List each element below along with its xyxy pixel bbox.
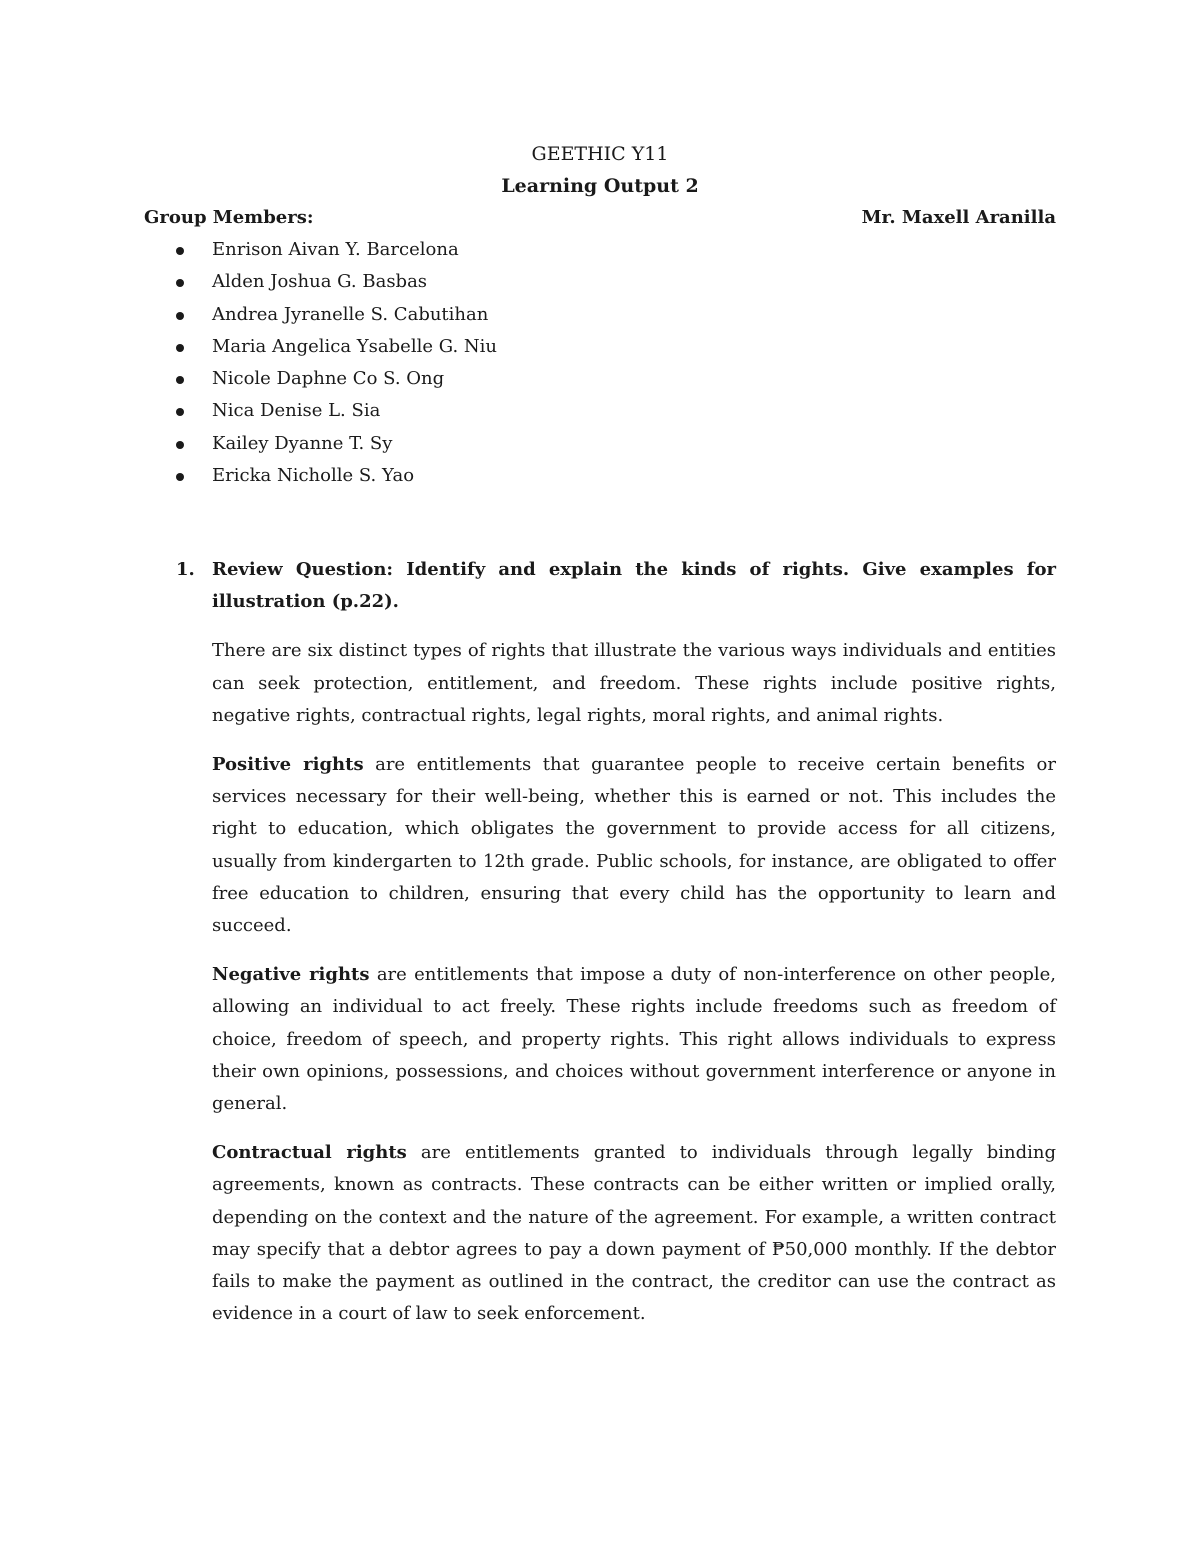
member-name: Ericka Nicholle S. Yao [212, 465, 415, 487]
members-label: Group Members: [144, 207, 314, 228]
bullet-icon [176, 344, 184, 352]
contractual-rights-term: Contractual rights [212, 1142, 407, 1164]
review-question [144, 554, 1056, 618]
contractual-rights-text: are entitlements granted to individuals through legally binding agreements, known as contracts. These contracts can be either written or implied orally, depending on the context and the nature of the agreement. For example, a written contract may specify that a debtor agrees to pay a down payment of ₱50,000 monthly. If the debtor fails to make the payment as outlined in the contract, the creditor can use the contract as evidence in a court of law to seek enforcement. [212, 1142, 1056, 1325]
list-item [176, 395, 1056, 427]
member-list [144, 234, 1056, 492]
member-name: Kailey Dyanne T. Sy [212, 432, 393, 454]
contractual-rights-paragraph [144, 1137, 1056, 1330]
member-name: Andrea Jyranelle S. Cabutihan [212, 303, 489, 325]
member-name: Maria Angelica Ysabelle G. Niu [212, 335, 497, 357]
bullet-icon [176, 279, 184, 287]
positive-rights-text: are entitlements that guarantee people to receive certain benefits or services necessary for their well-being, whether this is earned or not. This includes the right to education, which obligates the government to provide access for all citizens, usually from kindergarten to 12th grade. Public schools, for instance, are obligated to offer free education to children, ensuring that every child has the opportunity to learn and succeed. [212, 753, 1056, 936]
question-text: Review Question: Identify and explain the kinds of rights. Give examples for illustration (p.22). [212, 559, 1056, 613]
list-item [176, 428, 1056, 460]
members-header-row [144, 202, 1056, 234]
list-item [176, 363, 1056, 395]
negative-rights-paragraph [144, 959, 1056, 1120]
document-page [144, 138, 1056, 1330]
teacher-name: Mr. Maxell Aranilla [861, 207, 1056, 228]
list-item [176, 460, 1056, 492]
member-name: Nica Denise L. Sia [212, 400, 381, 422]
bullet-icon [176, 376, 184, 384]
document-title: Learning Output 2 [501, 175, 699, 197]
member-name: Alden Joshua G. Basbas [212, 271, 428, 293]
positive-rights-paragraph [144, 749, 1056, 942]
course-title: GEETHIC Y11 [531, 143, 669, 165]
list-item [176, 331, 1056, 363]
question-number: 1. [176, 559, 195, 581]
bullet-icon [176, 312, 184, 320]
bullet-icon [176, 473, 184, 481]
bullet-icon [176, 408, 184, 416]
list-item [176, 234, 1056, 266]
list-item [176, 299, 1056, 331]
member-name: Nicole Daphne Co S. Ong [212, 368, 445, 390]
negative-rights-text: are entitlements that impose a duty of non-interference on other people, allowing an individual to act freely. These rights include freedoms such as freedom of choice, freedom of speech, and property rights. This right allows individuals to express their own opinions, possessions, and choices without government interference or anyone in general. [212, 964, 1056, 1115]
bullet-icon [176, 441, 184, 449]
member-name: Enrison Aivan Y. Barcelona [212, 239, 459, 260]
positive-rights-term: Positive rights [212, 753, 364, 775]
list-item [176, 266, 1056, 298]
intro-paragraph: There are six distinct types of rights that illustrate the various ways individuals and entities can seek protection, entitlement, and freedom. These rights include positive rights, negative rights, contractual rights, legal rights, moral rights, and animal rights. [212, 640, 1056, 726]
bullet-icon [176, 247, 184, 255]
negative-rights-term: Negative rights [212, 964, 370, 986]
